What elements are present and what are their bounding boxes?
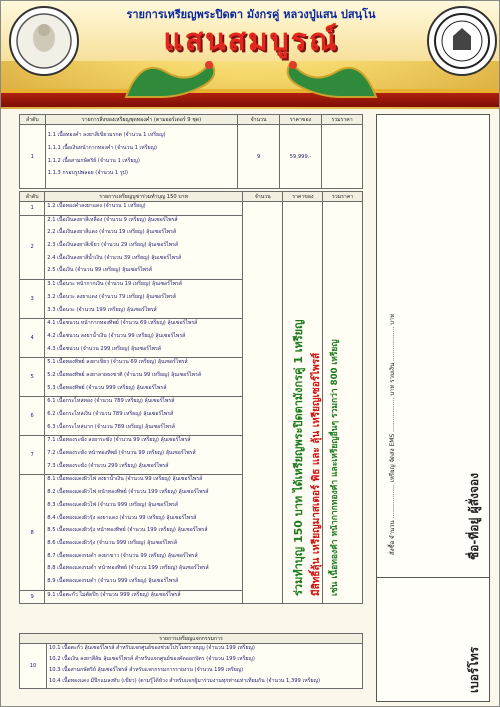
sender-address-label: ชื่อ-ที่อยู่ ผู้สั่งจอง [467, 473, 481, 560]
list-item: 2.5 เนื้อเงิน (จำนวน 99 เหรียญ) ลุ้นเซอร์ไพรส์ [47, 267, 152, 274]
qty-cell: 9 [238, 125, 279, 189]
list-item: 9.1 เนื้อตะกั่ว ไม่ตัดปีก (จำนวน 999 เหรียญ) ลุ้นเซอร์ไพรส์ [47, 591, 181, 598]
phone-label: เบอร์โทร [467, 646, 481, 693]
item-list [45, 202, 243, 216]
list-item: 8.6 เนื้อทองแดงผิวรุ้ง (จำนวน 999 เหรียญ) ลุ้นเซอร์ไพรส์ [47, 539, 178, 546]
list-item: 3.3 เนื้อนวะ (จำนวน 199 เหรียญ) ลุ้นเซอร์ไพรส์ [47, 306, 157, 313]
list-item: 5.2 เนื้อทองทิพย์ ลงยาลายธงชาติ (จำนวน 99 เหรียญ) ลุ้นเซอร์ไพรส์ [47, 371, 202, 378]
col-no-header: ลำดับ [20, 115, 46, 125]
row-number: 4 [20, 319, 45, 358]
list-item: 10.1 เนื้อตะกั่ว ลุ้นเซอร์ไพรส์ สำหรับแจกศูนย์ของช่วยโปรโมทรายบุญ (จำนวน 199 เหรียญ) [49, 645, 255, 651]
promo-line-2: มีสิทธิ์ลุ้น เหรียญมาสเตอร์ พิธ และ ลุ้น เหรียญเซอร์ไพรส์ [311, 352, 322, 596]
list-item: 1.1 เนื้อทองคำ ลงยาสีเขียวมรกต (จำนวน 1 เหรียญ) [47, 132, 166, 139]
list-item: 1.1.1 เนื้อเงินหน้ากากทองคำ (จำนวน 1 เหรียญ) [47, 144, 157, 151]
item-list [47, 644, 363, 689]
col-qty-header: จำนวน [238, 115, 279, 125]
col-price-header: ราคาของ [283, 192, 323, 202]
price-cell: 59,999.- [279, 125, 321, 189]
list-item: 10.2 เนื้อเงิน ลงยาสีส้ม ลุ้นเซอร์ไพรส์ สำหรับแจกศูนย์ของคัดออกบัตร (จำนวน 199 เหรียญ) [49, 656, 255, 662]
item-list [45, 215, 243, 279]
row-number: 5 [20, 358, 45, 397]
header-big-title: แสนสมบูรณ์ [163, 23, 339, 58]
list-item: 8.4 เนื้อทองแดงผิวรุ้ง ลงยาแดง (จำนวน 99 เหรียญ) ลุ้นเซอร์ไพรส์ [47, 514, 197, 521]
col-total-header: รวมราคา [322, 115, 363, 125]
list-item: 8.5 เนื้อทองแดงผิวรุ้ง หน้าทองทิพย์ (จำนวน 199 เหรียญ) ลุ้นเซอร์ไพรส์ [47, 527, 208, 534]
list-item: 8.1 เนื้อทองแดงผิวไฟ ลงยาน้ำเงิน (จำนวน 99 เหรียญ) ลุ้นเซอร์ไพรส์ [47, 476, 203, 483]
list-item: 5.3 เนื้อทองทิพย์ (จำนวน 999 เหรียญ) ลุ้นเซอร์ไพรส์ [47, 384, 167, 391]
list-item: 4.2 เนื้อชนวน ลงยาน้ำเงิน (จำนวน 99 เหรียญ) ลุ้นเซอร์ไพรส์ [47, 332, 186, 339]
item-list [45, 397, 243, 436]
gold-set-table [19, 114, 363, 189]
red-roof-band [1, 93, 500, 107]
list-item: 1.2 เนื้อทองคำลงยาแดง (จำนวน 1 เหรียญ) [47, 203, 146, 209]
list-item: 2.3 เนื้อเงินลงยาสีเขียว (จำนวน 29 เหรียญ) ลุ้นเซอร์ไพรส์ [47, 242, 179, 249]
list-item: 1.1.2 เนื้อสามกษัตริย์ (จำนวน 1 เหรียญ) [47, 157, 140, 164]
header-banner [1, 1, 500, 109]
list-item: 10.3 เนื้อสามกษัตริย์ ลุ้นเซอร์ไพรส์ สำหรับแจกกรรมการรายงาน (จำนวน 199 เหรียญ) [49, 667, 244, 673]
list-item: 2.2 เนื้อเงินลงยาสีแดง (จำนวน 19 เหรียญ) ลุ้นเซอร์ไพรส์ [47, 229, 177, 236]
list-item: 10.4 เนื้อทองแดง มีปีกแมลงทับ (เขียว) (ตามรู้ได้ห้วง สำหรับแจกผู้มาร่วมงานทุกท่านเท่าเทียมกัน (จำนวน 1,399 เหรียญ) [49, 678, 320, 684]
list-item: 6.2 เนื้อกระไหล่เงิน (จำนวน 789 เหรียญ) ลุ้นเซอร์ไพรส์ [47, 411, 174, 417]
item-list [45, 280, 243, 319]
list-item: 4.3 เนื้อชนวน (จำนวน 299 เหรียญ) ลุ้นเซอร์ไพรส์ [47, 345, 161, 352]
list-item: 1.1.3 กรอบรูปพลอย (จำนวน 1 รูป) [47, 170, 128, 177]
list-item: 2.1 เนื้อเงินลงยาสีเหลือง (จำนวน 9 เหรียญ) ลุ้นเซอร์ไพรส์ [47, 216, 178, 223]
header-subtitle: รายการเหรียญพระปิดตา มังกรคู่ หลวงปู่แสน ปสนฺโน [126, 8, 376, 21]
col-no-header: ลำดับ [20, 192, 45, 202]
col-qty-header: จำนวน [243, 192, 283, 202]
item-list [45, 590, 243, 604]
row-number: 9 [20, 590, 45, 604]
promo-line-3: เช่น เนื้อทองคำ หน้ากากทองคำ และเหรียญอื่นๆ รวมกว่า 800 เหรียญ [330, 339, 340, 596]
row-number: 7 [20, 436, 45, 475]
row-number: 1 [20, 125, 46, 189]
row-number: 2 [20, 215, 45, 279]
amulet-photo-left [9, 6, 79, 76]
row-number: 1 [20, 202, 45, 216]
row-number: 10 [20, 644, 47, 689]
committee-medal-table [19, 633, 363, 689]
panel-divider [377, 577, 489, 578]
committee-header: รายการเหรียญแจกกรรมการ [20, 634, 363, 644]
item-list [45, 319, 243, 358]
list-item: 2.4 เนื้อเงินลงยาสีน้ำเงิน (จำนวน 39 เหรียญ) ลุ้นเซอร์ไพรส์ [47, 254, 182, 261]
row-number: 6 [20, 397, 45, 436]
item-list [45, 125, 238, 189]
list-item: 5.1 เนื้อทองทิพย์ ลงยาเขียว (จำนวน 69 เหรียญ) ลุ้นเซอร์ไพรส์ [47, 359, 188, 366]
order-total-line: สั่งซื้อ จำนวน .................. เหรียญ จัดส่ง EMS .................. บาท รวมเงิน .................. บาท [389, 313, 396, 555]
temple-seal-right [427, 6, 497, 76]
list-item: 8.3 เนื้อทองแดงผิวไฟ (จำนวน 999 เหรียญ) ลุ้นเซอร์ไพรส์ [47, 501, 178, 508]
list-item: 8.7 เนื้อทองแดงรมดำ ลงยาขาว (จำนวน 99 เหรียญ) ลุ้นเซอร์ไพรส์ [47, 552, 198, 559]
list-item: 6.1 เนื้อกระไหล่ทอง (จำนวน 789 เหรียญ) ลุ้นเซอร์ไพรส์ [47, 398, 175, 405]
list-item: 7.3 เนื้อทองระฆัง (จำนวน 299 เหรียญ) ลุ้นเซอร์ไพรส์ [47, 462, 169, 469]
list-item: 4.1 เนื้อชนวน หน้ากากทองทิพย์ (จำนวน 69 เหรียญ) ลุ้นเซอร์ไพรส์ [47, 320, 198, 327]
list-item: 7.2 เนื้อทองระฆัง หน้าทองทิพย์ (จำนวน 99 เหรียญ) ลุ้นเซอร์ไพรส์ [47, 450, 196, 457]
address-panel[interactable] [376, 114, 490, 702]
col-item-header: รายการเหรียญบูชาร่วมทำบุญ 150 บาท [45, 192, 243, 202]
list-item: 3.1 เนื้อนวะ หน้ากากเงิน (จำนวน 19 เหรียญ) ลุ้นเซอร์ไพรส์ [47, 281, 182, 288]
list-item: 3.2 เนื้อนวะ ลงยาแดง (จำนวน 79 เหรียญ) ลุ้นเซอร์ไพรส์ [47, 293, 176, 300]
list-item: 8.8 เนื้อทองแดงรมดำ หน้าทองทิพย์ (จำนวน 199 เหรียญ) ลุ้นเซอร์ไพรส์ [47, 565, 209, 572]
table-row [20, 202, 363, 216]
promo-line-1: ร่วมทำบุญ 150 บาท ได้เหรียญพระปิดตามังกรคู่ 1 เหรียญ [292, 319, 305, 596]
list-item: 6.3 เนื้อกระไหล่นาก (จำนวน 789 เหรียญ) ลุ้นเซอร์ไพรส์ [47, 423, 175, 430]
item-list [45, 475, 243, 590]
qty-merged-cell [243, 202, 283, 604]
col-item-header: รายการสิ่งของเหรียญชุดทองคำ (ตามออร์เดอร์ 9 ชุด) [45, 115, 238, 125]
total-cell[interactable] [322, 125, 363, 189]
list-item: 8.2 เนื้อทองแดงผิวไฟ หน้าทองทิพย์ (จำนวน 199 เหรียญ) ลุ้นเซอร์ไพรส์ [47, 489, 209, 496]
row-number: 8 [20, 475, 45, 590]
item-list [45, 436, 243, 475]
item-list [45, 358, 243, 397]
list-item: 8.9 เนื้อทองแดงรมดำ (จำนวน 999 เหรียญ) ลุ้นเซอร์ไพรส์ [47, 577, 179, 584]
list-item: 7.1 เนื้อทองระฆัง ลงยาระฆัง (จำนวน 99 เหรียญ) ลุ้นเซอร์ไพรส์ [47, 437, 191, 444]
col-total-header: รวมราคา [323, 192, 363, 202]
col-price-header: ราคาของ [279, 115, 321, 125]
row-number: 3 [20, 280, 45, 319]
